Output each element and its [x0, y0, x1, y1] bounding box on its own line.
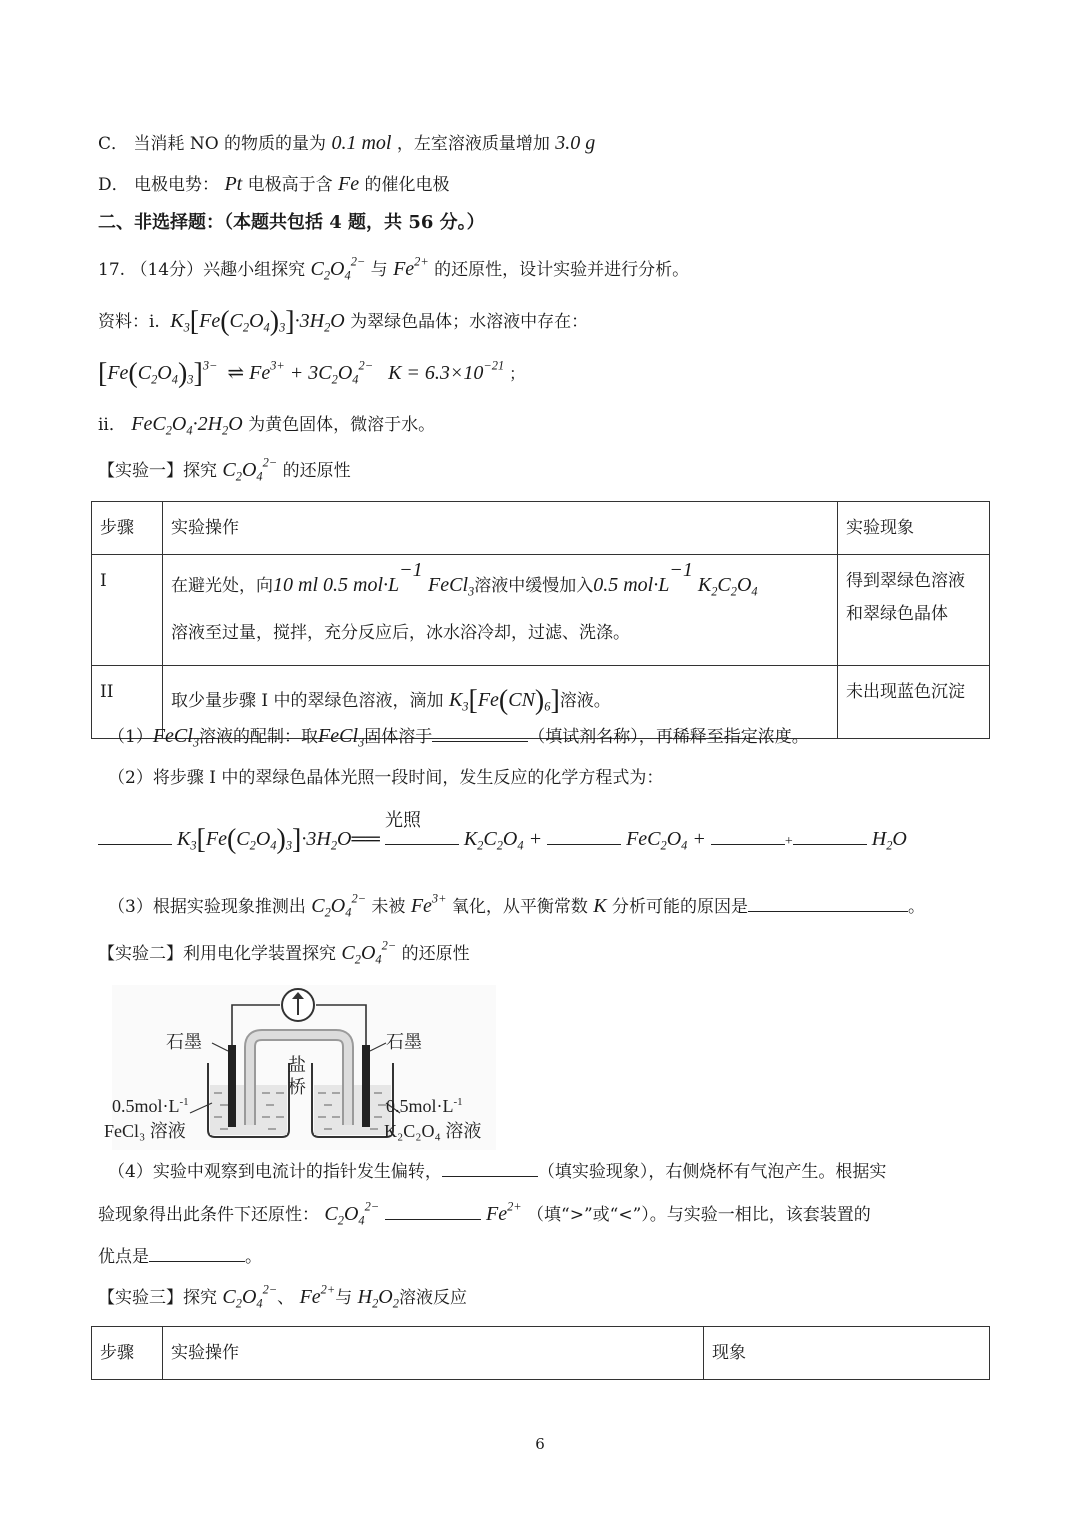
exp3-title: 【实验三】探究 $C_2O_4^{2-}$、 $Fe^{2+}$与 $H_2O_2$溶液反应 — [98, 1282, 467, 1311]
answer-blank[interactable] — [711, 830, 785, 845]
equilibrium-equation: $[Fe(C_2O_4)_3]^{3-}$ ⇌ $Fe^{3+} + 3C_2O_4^{2-}$ $K = 6.3\times 10^{-21}$ ； — [98, 358, 526, 389]
left-concentration: 0.5mol·L — [112, 1096, 180, 1116]
salt-bridge-label-2: 桥 — [288, 1077, 306, 1098]
left-electrode-label: 石墨 — [166, 1032, 202, 1053]
question-4-line-1: （4）实验中观察到电流计的指针发生偏转， （填实验现象），右侧烧杯有气泡产生。根据实 — [108, 1162, 887, 1182]
complex-formula: $K_3[Fe(C_2O_4)_3]\cdot 3H_2O$ — [165, 306, 345, 337]
header-operation: 实验操作 — [171, 518, 239, 538]
header-step: 步骤 — [100, 518, 134, 538]
header-operation: 实验操作 — [171, 1343, 239, 1363]
salt-bridge-label-1: 盐 — [288, 1055, 306, 1076]
answer-blank[interactable] — [385, 1205, 481, 1220]
page-number: 6 — [535, 1435, 545, 1453]
fe2-formula: $Fe^{2+}$ — [393, 254, 429, 280]
exp1-table — [91, 501, 990, 739]
answer-blank[interactable] — [98, 830, 172, 845]
answer-blank[interactable] — [149, 1247, 245, 1262]
question-4-line-3: 优点是 。 — [98, 1247, 262, 1267]
option-d: D． 电极电势： Pt 电极高于含 Fe 的催化电极 — [98, 173, 450, 195]
exp2-title: 【实验二】利用电化学装置探究 $C_2O_4^{2-}$ 的还原性 — [98, 938, 470, 967]
header-phenomenon: 实验现象 — [846, 518, 914, 538]
photolysis-equation: $K_3[Fe(C_2O_4)_3]\cdot 3H_2O══$ $K_2C_2O_4 + FeC_2O_4$ + + $H_2O$ — [98, 826, 907, 854]
electrochemical-cell-figure — [100, 985, 520, 1150]
right-solution: K₂C₂O₄ 溶液 — [384, 1121, 482, 1141]
answer-blank[interactable] — [442, 1162, 538, 1177]
table-row: II 取少量步骤 I 中的翠绿色溶液，滴加 $K_3[Fe(CN)_6]$溶液。 未出现蓝色沉淀 — [92, 666, 990, 738]
q17-intro: 17. （14分）兴趣小组探究 $C_2O_4^{2-}$ 与 $Fe^{2+}$ 的还原性，设计实验并进行分析。 — [98, 254, 690, 283]
light-condition: 光照 — [385, 810, 421, 831]
oxalate-formula: $C_2O_4^{2-}$ — [310, 254, 366, 283]
question-1: （1）FeCl$_3$溶液的配制：取FeCl$_3$固体溶于 （填试剂名称），再稀释至指定浓度。 — [108, 725, 809, 750]
svg-text:0.5mol·L-1: $0.5mol\cdot L^{-1}$ — [386, 1096, 463, 1116]
question-3: （3）根据实验现象推测出 $C_2O_4^{2-}$ 未被 $Fe^{3+}$ 氧化，从平衡常数 K 分析可能的原因是 。 — [108, 891, 926, 920]
answer-blank[interactable] — [385, 830, 459, 845]
left-solution: FeCl₃ 溶液 — [104, 1121, 186, 1141]
question-2: （2）将步骤 I 中的翠绿色晶体光照一段时间，发生反应的化学方程式为： — [108, 768, 664, 788]
right-concentration: 0.5mol·L — [386, 1096, 454, 1116]
right-electrode — [362, 1045, 370, 1127]
material-ii: ii． $FeC_2O_4\cdot 2H_2O$ 为黄色固体，微溶于水。 — [98, 413, 436, 438]
right-electrode-label: 石墨 — [386, 1032, 422, 1053]
exp1-title: 【实验一】探究 $C_2O_4^{2-}$ 的还原性 — [98, 455, 351, 484]
answer-blank[interactable] — [432, 727, 528, 742]
material-i: 资料：i. $K_3[Fe(C_2O_4)_3]\cdot 3H_2O$ 为翠绿色晶体；水溶液中存在： — [98, 306, 589, 337]
answer-blank[interactable] — [748, 897, 908, 912]
header-step: 步骤 — [100, 1343, 134, 1363]
left-electrode — [228, 1045, 236, 1127]
galvanometer-icon — [282, 989, 314, 1021]
option-c: C． 当消耗 NO 的物质的量为 0.1 mol ，左室溶液质量增加 3.0 g — [98, 132, 596, 154]
section-heading: 二、非选择题：（本题共包括 4 题，共 56 分。） — [98, 212, 485, 233]
header-phenomenon: 现象 — [712, 1343, 746, 1363]
question-4-line-2: 验现象得出此条件下还原性： $C_2O_4^{2-}$ $Fe^{2+}$ （填“>”或“<”）。与实验一相比，该套装置的 — [98, 1199, 871, 1228]
table-row: I 在避光处，向10 ml 0.5 $mol\cdot L^{-1}$ FeCl$_3$溶液中缓慢加入0.5 $mol\cdot L^{-1}$ $K_2C_2O_4$ 溶液至过量，搅拌，充分反应后，冰水浴冷却，过滤、洗涤。 得到翠绿色溶液和翠绿色晶体 — [92, 555, 990, 666]
answer-blank[interactable] — [547, 830, 621, 845]
svg-text:0.5mol·L-1: $0.5mol\cdot L^{-1}$ — [112, 1096, 189, 1116]
answer-blank[interactable] — [793, 830, 867, 845]
exp3-table — [91, 1326, 990, 1380]
